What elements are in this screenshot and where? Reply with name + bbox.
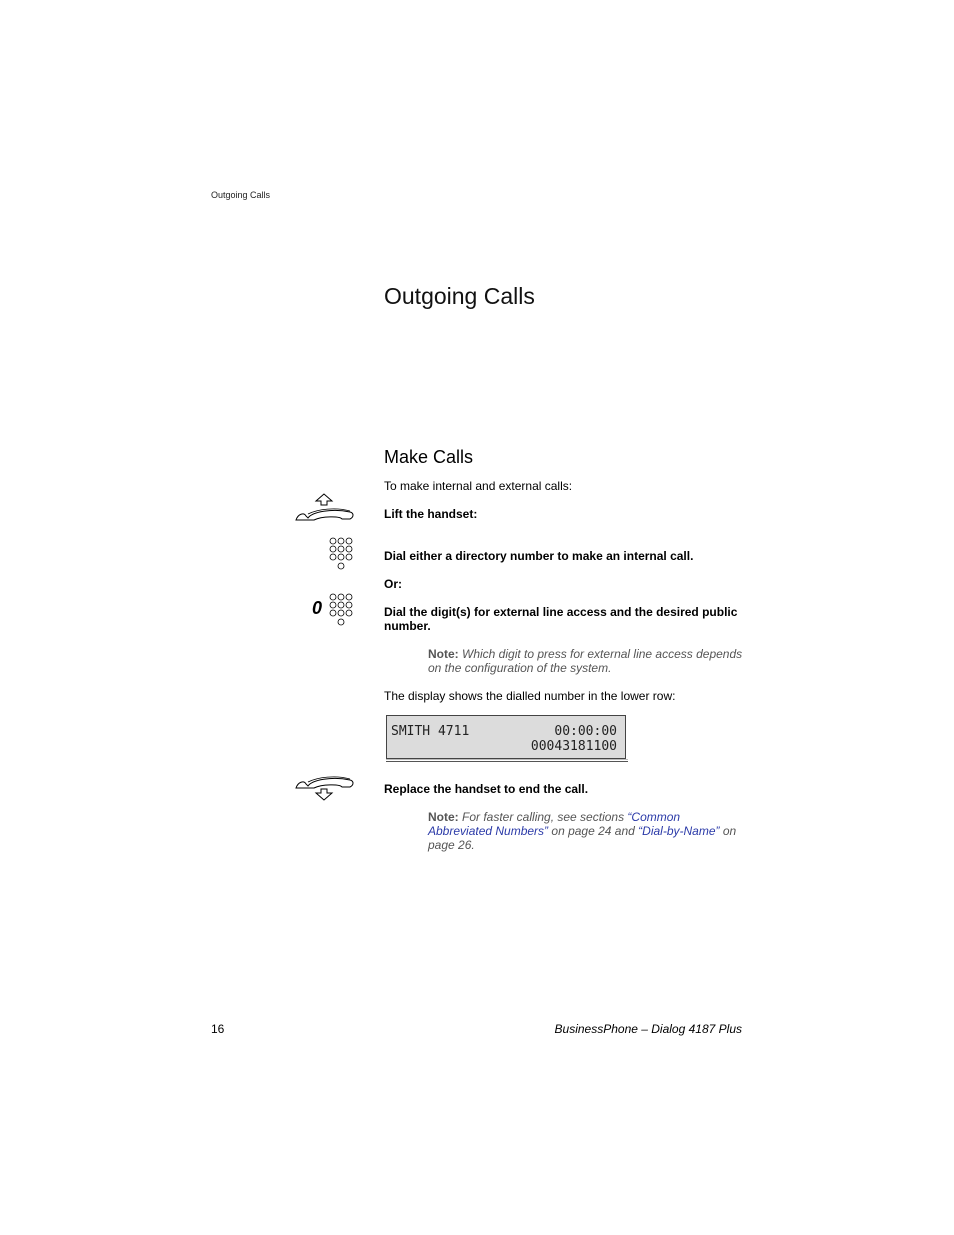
- step-lift-handset: Lift the handset:: [384, 507, 478, 521]
- note-external-access: [428, 647, 744, 675]
- display-bezel: [386, 759, 628, 762]
- display-line1-timer: 00:00:00: [554, 724, 617, 739]
- note-faster-calling: [428, 810, 744, 852]
- note-text: on page 24 and: [548, 824, 639, 838]
- link-common-abbreviated-numbers[interactable]: “Common: [627, 810, 681, 824]
- keypad-icon: [328, 592, 354, 628]
- step-dial-internal: Dial either a directory number to make an internal call.: [384, 549, 694, 563]
- footer-product-title: BusinessPhone – Dialog 4187 Plus: [554, 1022, 742, 1036]
- note-text: Which digit to press for external line access depends: [458, 647, 743, 661]
- step-replace-handset: Replace the handset to end the call.: [384, 782, 589, 796]
- note-label: Note:: [428, 647, 459, 661]
- link-dial-by-name[interactable]: “Dial-by-Name”: [638, 824, 720, 838]
- intro-text: To make internal and external calls:: [384, 479, 573, 493]
- step-dial-external-line1: Dial the digit(s) for external line access and the desired public: [384, 605, 738, 619]
- note-text: on the configuration of the system.: [428, 661, 612, 675]
- note-text: For faster calling, see sections: [458, 810, 628, 824]
- keypad-icon: [328, 536, 354, 572]
- display-line2-number: 00043181100: [530, 739, 617, 754]
- note-text: page 26.: [428, 838, 475, 852]
- display-intro-text: The display shows the dialled number in the lower row:: [384, 689, 676, 703]
- zero-digit-icon: 0: [312, 598, 323, 618]
- phone-display: [386, 715, 626, 759]
- link-common-abbreviated-numbers-cont[interactable]: Abbreviated Numbers”: [428, 824, 549, 838]
- replace-handset-icon: [292, 772, 356, 802]
- step-or: Or:: [384, 577, 402, 591]
- lift-handset-icon: [292, 492, 356, 524]
- chapter-title: Outgoing Calls: [384, 283, 535, 309]
- display-line1-name: SMITH 4711: [391, 724, 470, 739]
- section-title: Make Calls: [384, 447, 474, 467]
- step-dial-external-line2: number.: [384, 619, 431, 633]
- note-label: Note:: [428, 810, 459, 824]
- step-dial-external: [384, 605, 737, 633]
- running-head: Outgoing Calls: [211, 190, 271, 200]
- note-text: on: [719, 824, 737, 838]
- page-number: 16: [211, 1022, 225, 1036]
